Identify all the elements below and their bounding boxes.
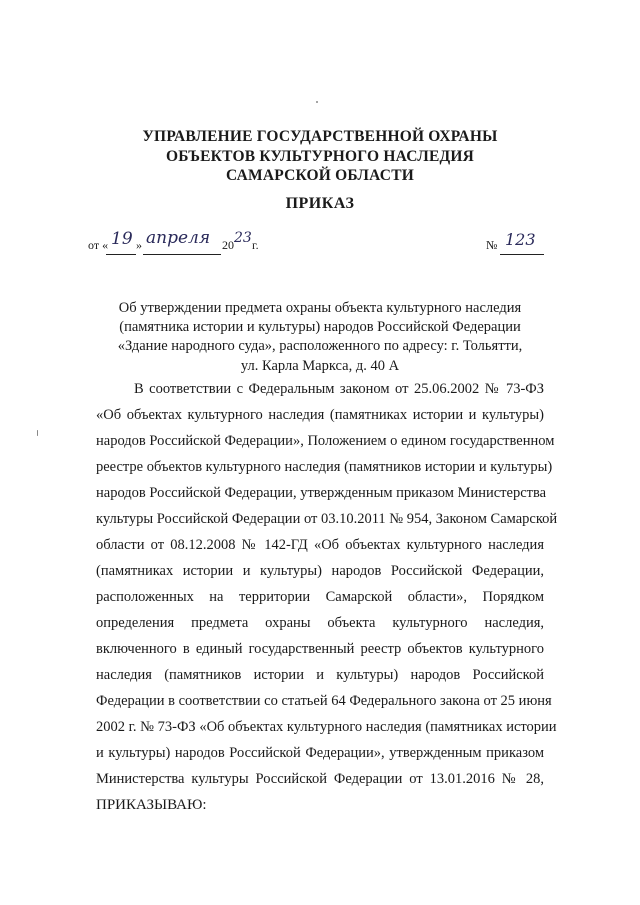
body-line: «Об объектах культурного наследия (памятниках истории и культуры) bbox=[96, 407, 544, 423]
body-line: реестре объектов культурного наследия (памятников истории и культуры) bbox=[96, 459, 553, 475]
body-line: Федерации в соответствии со статьей 64 Федерального закона от 25 июня bbox=[96, 693, 552, 709]
body-line: определения предмета охраны объекта культурного наследия, bbox=[96, 615, 544, 631]
body-line: области от 08.12.2008 № 142-ГД «Об объектах культурного наследия bbox=[96, 537, 544, 553]
body-line: народов Российской Федерации», Положением о едином государственном bbox=[96, 433, 555, 449]
order-number-underline bbox=[500, 254, 544, 255]
subject-line: ул. Карла Маркса, д. 40 А bbox=[240, 358, 400, 374]
order-closing-word: ПРИКАЗЫВАЮ: bbox=[96, 797, 207, 813]
body-line: В соответствии с Федеральным законом от 25.06.2002 № 73-ФЗ bbox=[134, 381, 544, 397]
scan-speck bbox=[316, 101, 318, 103]
body-line: культуры Российской Федерации от 03.10.2011 № 954, Законом Самарской bbox=[96, 511, 558, 527]
body-line: Министерства культуры Российской Федерации от 13.01.2016 № 28, bbox=[96, 771, 544, 787]
body-line: народов Российской Федерации, утвержденным приказом Министерства bbox=[96, 485, 547, 501]
body-line: наследия (памятников истории и культуры) народов Российской bbox=[96, 667, 544, 683]
body-line: 2002 г. № 73-ФЗ «Об объектах культурного наследия (памятниках истории bbox=[96, 719, 557, 735]
document-type-title: ПРИКАЗ bbox=[285, 195, 355, 212]
date-prefix: от « bbox=[88, 238, 109, 252]
date-year-end: г. bbox=[252, 238, 259, 252]
order-number: 123 bbox=[505, 230, 536, 249]
body-line: (памятниках истории и культуры) народов Российской Федерации, bbox=[96, 563, 544, 579]
date-month-underline bbox=[143, 254, 221, 255]
body-line: расположенных на территории Самарской области», Порядком bbox=[96, 589, 544, 605]
body-line: и культуры) народов Российской Федерации», утвержденным приказом bbox=[96, 745, 544, 761]
body-line: включенного в единый государственный реестр объектов культурного bbox=[96, 641, 544, 657]
subject-line: Об утверждении предмета охраны объекта культурного наследия bbox=[118, 300, 522, 316]
date-day: 19 bbox=[111, 229, 133, 249]
date-year-suffix: 23 bbox=[234, 230, 252, 246]
subject-line: «Здание народного суда», расположенного по адресу: г. Тольятти, bbox=[117, 338, 523, 354]
number-prefix: № bbox=[486, 238, 498, 252]
org-name-line-3: САМАРСКОЙ ОБЛАСТИ bbox=[225, 167, 414, 184]
org-name-line-2: ОБЪЕКТОВ КУЛЬТУРНОГО НАСЛЕДИЯ bbox=[165, 148, 475, 165]
scan-speck bbox=[37, 430, 38, 436]
date-month: апреля bbox=[146, 228, 211, 248]
date-year-prefix: 20 bbox=[222, 238, 234, 252]
date-mid: » bbox=[136, 238, 142, 252]
org-name-line-1: УПРАВЛЕНИЕ ГОСУДАРСТВЕННОЙ ОХРАНЫ bbox=[142, 128, 498, 145]
date-day-underline bbox=[106, 254, 136, 255]
subject-line: (памятника истории и культуры) народов Российской Федерации bbox=[119, 319, 521, 335]
